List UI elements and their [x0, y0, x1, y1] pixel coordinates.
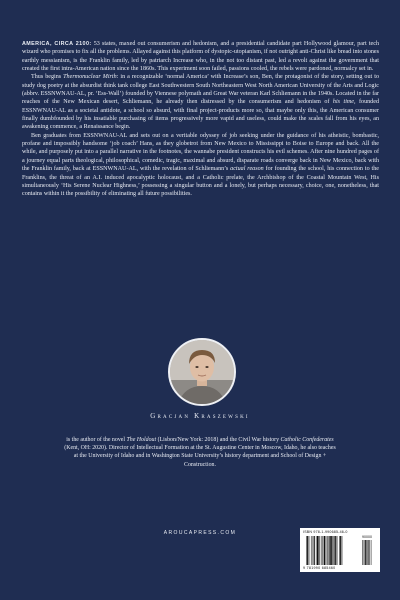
author-name: Gracjan Kraszewski — [150, 412, 250, 420]
blurb-p3-text-a: Ben graduates from ESSNWNAU-AL and sets out on a veritable odyssey of job seeking under the guidance of his atheistic, bombastic, profane and impossibly handsome ‘job coach’ Hans, as they globetrot from New Mexico to Mississippi to Boise to Europe and back. All the while, and purposely put into a parallel narrative in the footnotes, the wannabe president constructs his evil schemes. After nine hundred pages of a journey equal parts theological, philosophical, comedic, tragic, maximal and absurd, disparate roads converge back in New Mexico, back with the Franklin family, back at ESSNWNAU-AL, with the revelation of Schliemann’s — [22, 132, 379, 173]
blurb — [22, 40, 379, 199]
author-bio-text-c: (Kent, OH: 2020). Director of Intellectual Formation at the St. Augustine Center in Moscow, Idaho, he also teaches at the University of Idaho and in Washington State University’s history department and School of Design + Construction. — [64, 445, 336, 468]
isbn-barcode — [300, 528, 380, 572]
blurb-p2-text-c: , founded ESSNWNAU-AL as a societal antidote, a school so absurd, with final project-products more so, that maybe only this, the American consumer finally dumbfounded by his insatiable purchasing of items progressively more vapid and useless, could make the scales fall from his eyes, an awakening commence, a Renaissance begin. — [22, 99, 379, 131]
isbn-number: ISBN 978-1-990685-46-0 — [303, 530, 348, 534]
barcode-digits: 9 781990 685460 — [303, 566, 336, 570]
blurb-p2-text-a: Thus begins — [31, 74, 64, 81]
blurb-p3-text-b: for founding the school, his connection to the Franklins, the threat of an A.I. induced apocalyptic holocaust, and a Catholic prelate, the Archbishop of the Coastal Mountain West, His simultaneously ‘His Serene Nuclear Highness,’ possessing a singular button and a lonely, but perhaps necessary, choice, one, nonetheless, that contains within it the possibility of eliminating all future possibilities. — [22, 166, 379, 198]
blurb-paragraph-2 — [22, 73, 379, 131]
author-bio-text-b: (Lisbon/New York: 2018) and the Civil War history — [156, 437, 281, 443]
publisher-website: AROUCAPRESS.COM — [163, 530, 237, 536]
blurb-p1-text: 53 states, maxed out consumerism and hedonism, and a presidential candidate part Hollywood glamour, part tech wizard who promises to fix all the problems. Allayed against this platform of dystopic-utopianism, if not outright anti-Christ like bread into stones earthly messianism, is the Franklin family, led by patriarch Increase who, in the not too distant past, led a revolt against the government that created the first intra-American nation since the 1860s. This experiment soon failed, passions cooled, the rebels were pardoned, normalcy set in. — [22, 41, 380, 73]
blurb-paragraph-3 — [22, 132, 379, 199]
author-bio-text-a: is the author of the novel — [66, 437, 127, 443]
blurb-p3-emphasis: actual reason — [230, 166, 264, 173]
author-book-title-2: Catholic Confederates — [280, 437, 334, 443]
author-photo — [168, 338, 236, 406]
blurb-p2-emphasis: his time — [332, 99, 355, 106]
blurb-p2-text-b: : in a recognizable ‘normal America’ with Increase’s son, Ben, the protagonist of the story, setting out to study dog poetry at the absurdist think tank college East Southwestern South Northeastern West North American University of the Arts and Logic (abbrv. ESSNWNAU-AL, pr. ‘Ess-Wall’) founded by Viennese polymath and Great War veteran Karl Schliemann in the 1940s. Located in the far reaches of the New Mexican desert, Schliemann, he already then distressed by the consumerism and hedonism of — [22, 74, 379, 106]
author-bio — [62, 436, 338, 469]
price-code: 90000 — [362, 535, 372, 539]
blurb-paragraph-1 — [22, 40, 379, 73]
author-portrait-image — [170, 340, 234, 404]
blurb-lead: AMERICA, CIRCA 2100: — [22, 41, 92, 47]
author-book-title-1: The Holdout — [126, 437, 157, 443]
book-title-italic: Thermonuclear Mirth — [63, 74, 117, 81]
